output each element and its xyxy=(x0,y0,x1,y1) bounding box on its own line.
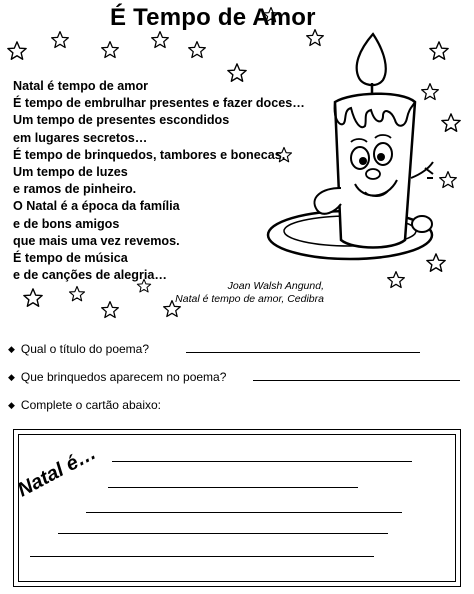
card-writing-line[interactable] xyxy=(30,556,374,557)
credit-source: Natal é tempo de amor, Cedibra xyxy=(175,293,324,305)
star-icon xyxy=(22,287,44,309)
poem-line: É tempo de embrulhar presentes e fazer doces… xyxy=(13,96,305,111)
diamond-bullet-icon: ◆ xyxy=(8,344,15,354)
star-icon xyxy=(438,170,458,190)
star-icon xyxy=(100,300,120,320)
poem-line: e de canções de alegria… xyxy=(13,268,167,283)
poem-line: O Natal é a época da família xyxy=(13,199,180,214)
star-icon xyxy=(150,30,170,50)
answer-line[interactable] xyxy=(253,380,460,381)
page-title: É Tempo de Amor xyxy=(110,4,316,31)
poem-line: e ramos de pinheiro. xyxy=(13,182,137,197)
question-text: Qual o título do poema? xyxy=(20,342,150,356)
poem-line: É tempo de brinquedos, tambores e bonecas. xyxy=(13,147,286,162)
answer-line[interactable] xyxy=(186,352,420,353)
poem-line: em lugares secretos… xyxy=(13,130,148,145)
card-writing-line[interactable] xyxy=(108,487,358,488)
credit-author: Joan Walsh Angund, xyxy=(227,280,324,292)
star-icon xyxy=(100,40,120,60)
star-icon xyxy=(6,40,28,62)
card-writing-line[interactable] xyxy=(112,461,412,462)
question-toys xyxy=(8,370,226,384)
poem xyxy=(13,78,305,284)
poem-credit xyxy=(175,280,324,306)
card-label: Natal é… xyxy=(14,441,100,502)
poem-line: e de bons amigos xyxy=(13,216,120,231)
star-icon xyxy=(262,6,280,24)
card-writing-line[interactable] xyxy=(86,512,402,513)
question-text: Que brinquedos aparecem no poema? xyxy=(20,370,227,384)
star-icon xyxy=(187,40,207,60)
card-writing-line[interactable] xyxy=(58,533,388,534)
star-icon xyxy=(68,285,86,303)
poem-line: Um tempo de presentes escondidos xyxy=(13,113,230,128)
star-icon xyxy=(386,270,406,290)
question-title xyxy=(8,342,149,356)
poem-line: Natal é tempo de amor xyxy=(13,79,149,93)
diamond-bullet-icon: ◆ xyxy=(8,372,15,382)
poem-line: Um tempo de luzes xyxy=(13,165,128,180)
star-icon xyxy=(440,112,462,134)
question-complete xyxy=(8,398,161,412)
star-icon xyxy=(50,30,70,50)
diamond-bullet-icon: ◆ xyxy=(8,400,15,410)
question-text: Complete o cartão abaixo: xyxy=(20,398,162,412)
poem-line: É tempo de música xyxy=(13,251,128,266)
poem-line: que mais uma vez revemos. xyxy=(13,233,180,248)
